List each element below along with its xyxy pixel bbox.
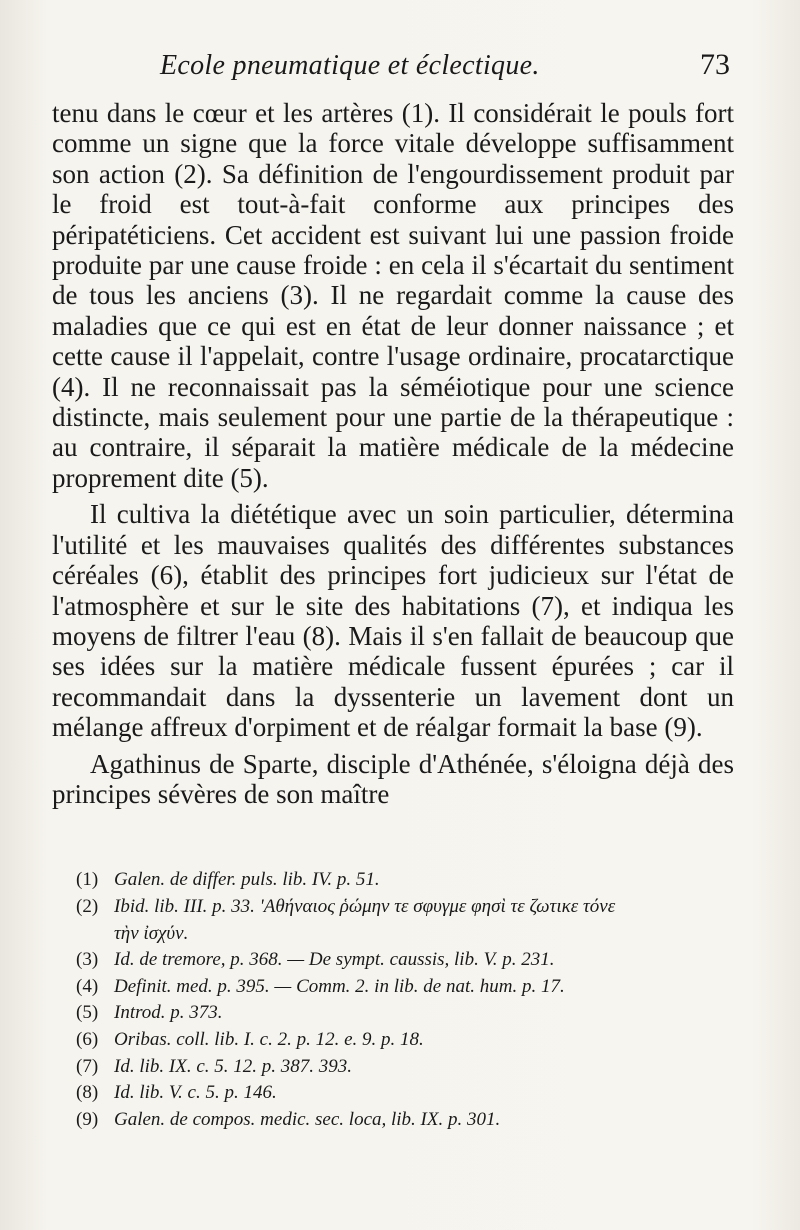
footnote-text: Introd. p. 373.: [114, 1002, 223, 1024]
footnote: [76, 1080, 734, 1107]
footnote: [76, 974, 734, 1001]
footnote-mark: (4): [76, 975, 99, 997]
footnote-mark: (5): [76, 1002, 99, 1024]
footnote-text: Ibid. lib. III. p. 33. 'Αθήναιος ῥώμην τε σφυγμε φησὶ τε ζωτικε τόνε: [114, 895, 616, 917]
footnote-mark: [76, 921, 114, 948]
footnote: [76, 1054, 734, 1081]
footnote-text: Galen. de differ. puls. lib. IV. p. 51.: [114, 869, 380, 891]
footnote-mark: (9): [76, 1108, 99, 1130]
footnote-mark: (8): [76, 1082, 99, 1104]
body-text: [52, 98, 734, 809]
footnote-text: τὴν ἰσχύν.: [114, 922, 189, 944]
footnote: [76, 1027, 734, 1054]
footnote-mark: (2): [76, 895, 99, 917]
footnote-text: Galen. de compos. medic. sec. loca, lib. IX. p. 301.: [114, 1108, 501, 1130]
footnote-mark: (6): [76, 1028, 99, 1050]
footnote-text: Oribas. coll. lib. I. c. 2. p. 12. e. 9. p. 18.: [114, 1028, 424, 1050]
footnote-text: Id. lib. V. c. 5. p. 146.: [114, 1082, 277, 1104]
paragraph: tenu dans le cœur et les artères (1). Il considérait le pouls fort comme un signe que la force vitale développe suffisamment son action (2). Sa définition de l'engourdissement produit par le froid est tout-à-fait conforme aux principes des péripatéticiens. Cet accident est suivant lui une passion froide produite par une cause froide : en cela il s'écartait du sentiment de tous les anciens (3). Il ne regardait comme la cause des maladies que ce qui est en état de leur donner naissance ; et cette cause il l'appelait, contre l'usage ordinaire, procatarctique (4). Il ne reconnaissait pas la séméiotique pour une science distincte, mais seulement pour une partie de la thérapeutique : au contraire, il séparait la matière médicale de la médecine proprement dite (5).: [52, 98, 734, 493]
footnote: [76, 1000, 734, 1027]
footnote-text: Id. lib. IX. c. 5. 12. p. 387. 393.: [114, 1055, 353, 1077]
footnote-continuation: [76, 921, 734, 948]
page-header: [52, 48, 734, 96]
paragraph: Agathinus de Sparte, disciple d'Athénée, s'éloigna déjà des principes sévères de son maître: [52, 748, 734, 809]
footnote: [76, 1107, 734, 1134]
footnote: [76, 867, 734, 894]
footnote-mark: (1): [76, 869, 99, 891]
footnotes: [52, 867, 734, 1133]
footnote: [76, 894, 734, 921]
footnote-text: Definit. med. p. 395. — Comm. 2. in lib. de nat. hum. p. 17.: [114, 975, 565, 997]
footnote: [76, 947, 734, 974]
page-number: 73: [700, 48, 730, 81]
footnote-text: Id. de tremore, p. 368. — De sympt. caussis, lib. V. p. 231.: [114, 949, 555, 971]
running-title: Ecole pneumatique et éclectique.: [160, 50, 540, 81]
paragraph: Il cultiva la diététique avec un soin particulier, détermina l'utilité et les mauvaises qualités des différentes substances céréales (6), établit des principes fort judicieux sur l'état de l'atmosphère et sur le site des habitations (7), et indiqua les moyens de filtrer l'eau (8). Mais il s'en fallait de beaucoup que ses idées sur la matière médicale fussent épurées ; car il recommandait dans la dyssenterie un lavement dont un mélange affreux d'orpiment et de réalgar formait la base (9).: [52, 499, 734, 743]
footnote-mark: (3): [76, 949, 99, 971]
footnote-mark: (7): [76, 1055, 99, 1077]
